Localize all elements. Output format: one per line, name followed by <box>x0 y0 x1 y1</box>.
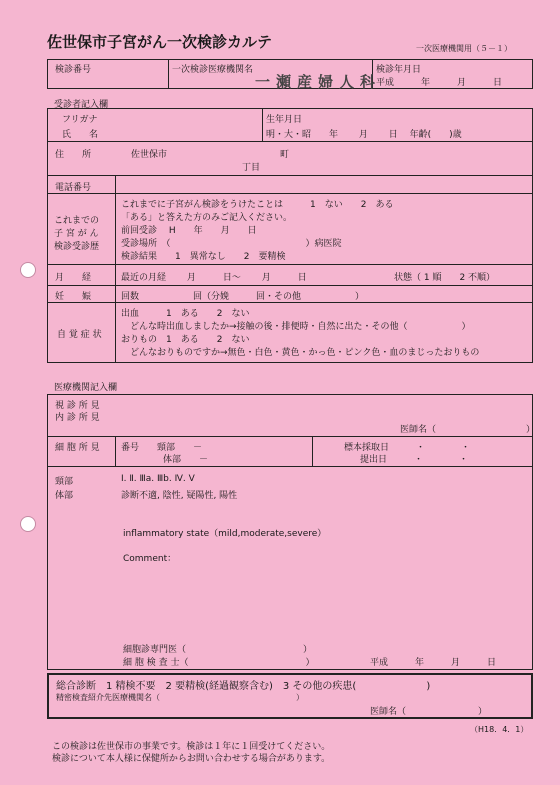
symptom-line: おりもの 1 ある 2 ない <box>121 335 250 345</box>
exam-date-line: 平成 年 月 日 <box>376 78 503 88</box>
internal-exam-label: 内 診 所 見 <box>55 413 100 423</box>
exam-date-label: 検診年月日 <box>376 65 422 75</box>
dob-label: 生年月日 <box>266 115 303 125</box>
address-label: 住 所 <box>55 150 92 160</box>
section-institution-label: 医療機関記入欄 <box>54 383 118 393</box>
furigana-label: フリガナ <box>62 115 98 125</box>
body-results: 診断不適, 陰性, 疑陽性, 陽性 <box>121 491 238 501</box>
phone-label: 電話番号 <box>55 183 92 193</box>
symptom-line: 出血 1 ある 2 ない <box>121 309 250 319</box>
dob-line: 明・大・昭 年 月 日 年齢( )歳 <box>266 130 462 140</box>
cytology-label: 細 胞 所 見 <box>55 443 100 453</box>
specimen-date: 標本採取日 ・ ・ <box>344 443 471 453</box>
cytology-body: 体部 － <box>163 455 209 465</box>
menses-status: 状態（ 1 順 2 不順） <box>394 273 496 283</box>
address-city: 佐世保市 <box>131 150 168 160</box>
institution-label: 一次検診医療機関名 <box>172 65 254 75</box>
menses-line: 最近の月経 月 日～ 月 日 <box>121 273 307 283</box>
cytology-number: 番号 頸部 － <box>121 443 203 453</box>
history-label-2: 子 宮 が ん <box>54 229 99 239</box>
technician-line: 細 胞 検 査 士（ ） <box>123 658 315 668</box>
exam-number-label: 検診番号 <box>55 65 92 75</box>
section-patient-label: 受診者記入欄 <box>54 100 109 110</box>
cervix-label: 頸部 <box>55 477 74 487</box>
comment-label: Comment： <box>123 554 177 564</box>
institution-stamp: 一瀬産婦人科 <box>255 73 382 91</box>
doctor-name-label: 医師名（ ） <box>400 425 536 435</box>
form-use-label: 一次医療機関用（５－１） <box>416 44 512 53</box>
cervix-classes: Ⅰ. Ⅱ. Ⅲa. Ⅲb. Ⅳ. Ⅴ <box>121 474 195 484</box>
footer-note: この検診は佐世保市の事業です。検診は１年に１回受けてください。 <box>52 742 331 752</box>
visual-exam-label: 視 診 所 見 <box>55 401 100 411</box>
version-label: （H18．4．1） <box>470 725 529 734</box>
history-label-1: これまでの <box>54 216 100 226</box>
specialist-line: 細胞診専門医（ ） <box>123 645 313 655</box>
overall-diagnosis: 総合診断 1 精検不要 2 要精検(経過観察含む) 3 その他の疾患( ) <box>56 681 431 692</box>
binder-hole-bottom <box>20 516 36 532</box>
pregnancy-label: 妊 娠 <box>55 292 92 302</box>
history-line: これまでに子宮がん検診をうけたことは 1 ない 2 ある <box>121 200 394 210</box>
form-title: 佐世保市子宮がん一次検診カルテ <box>47 33 273 51</box>
history-line: 検診結果 1 異常なし 2 要精検 <box>121 252 286 262</box>
pregnancy-line: 回数 回（分娩 回・その他 ） <box>121 292 365 302</box>
name-label: 氏 名 <box>62 130 99 140</box>
symptom-line: どんなおりものですか→無色・白色・黄色・かっ色・ピンク色・血のまじったおりもの <box>121 348 480 358</box>
symptoms-label: 自 覚 症 状 <box>57 330 102 340</box>
doctor-name-label-2: 医師名（ ） <box>370 707 488 717</box>
address-town: 町 <box>280 150 290 160</box>
referral-line: 精密検査紹介先医療機関名（ ） <box>56 693 304 702</box>
signature-date: 平成 年 月 日 <box>370 658 497 668</box>
menses-label: 月 経 <box>55 273 92 283</box>
symptom-line: どんな時出血しましたか→接触の後・排便時・自然に出た・その他（ ） <box>121 322 471 332</box>
address-chome: 丁目 <box>242 163 261 173</box>
submit-date: 提出日 ・ ・ <box>360 455 469 465</box>
history-label-3: 検診受診歴 <box>54 242 100 252</box>
footer-note: 検診について本人様に保健所からお問い合わせする場合があります。 <box>52 754 331 764</box>
body-label: 体部 <box>55 491 74 501</box>
inflammatory-state: inflammatory state（mild,moderate,severe） <box>123 529 327 539</box>
history-line: 前回受診 H 年 月 日 <box>121 226 257 236</box>
history-line: 受診場所 （ ）病医院 <box>121 239 342 249</box>
binder-hole-top <box>20 262 36 278</box>
history-line: 「ある」と答えた方のみご記入ください。 <box>121 213 293 223</box>
